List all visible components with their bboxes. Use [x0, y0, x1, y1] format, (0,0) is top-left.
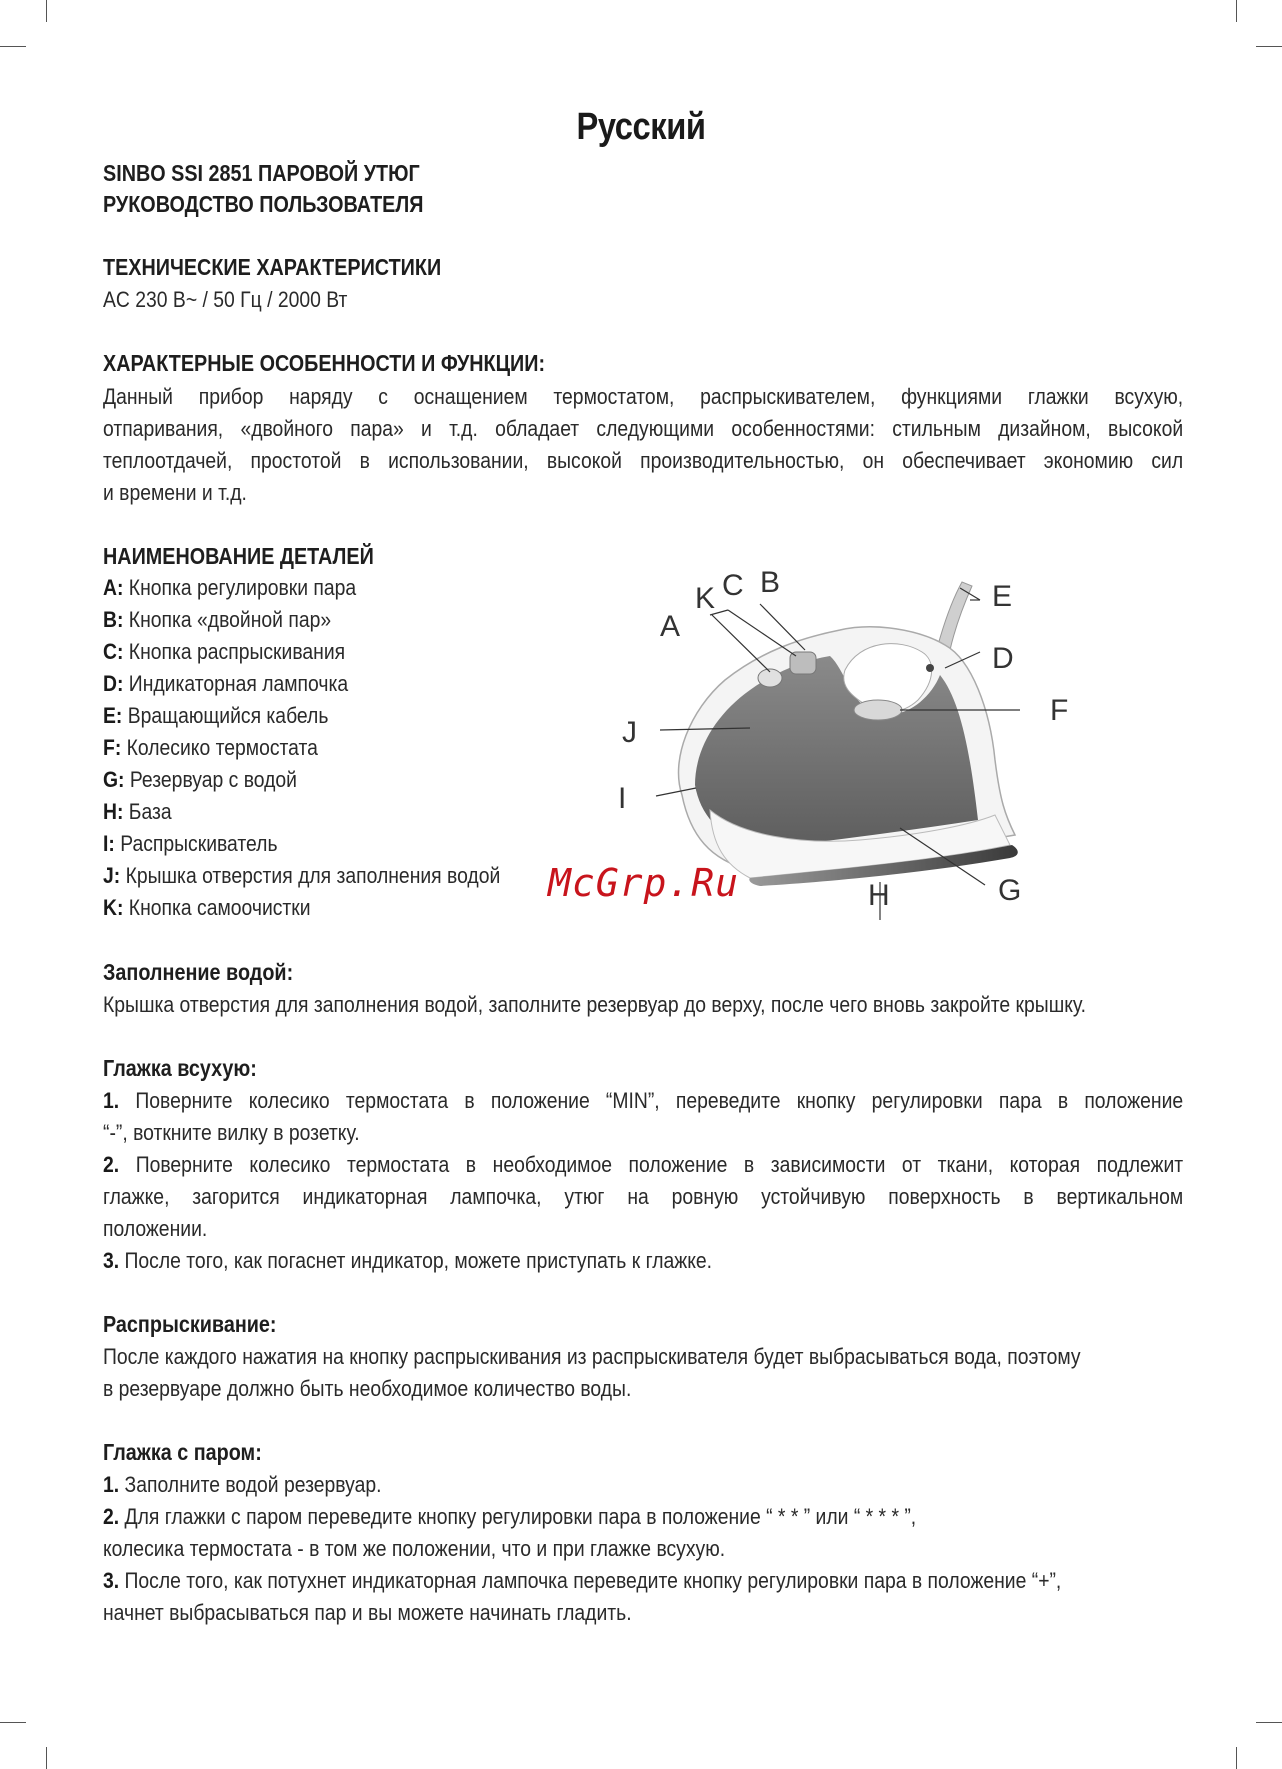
indicator-lamp	[926, 664, 934, 672]
step-number: 3.	[103, 1248, 120, 1273]
spray-line: в резервуаре должно быть необходимое количество воды.	[103, 1376, 632, 1401]
crop-mark	[1236, 1747, 1237, 1769]
fill-text: Крышка отверстия для заполнения водой, заполните резервуар до верху, после чего вновь закройте крышку.	[103, 992, 1087, 1017]
part-item-d	[103, 671, 348, 697]
label-e: E	[992, 580, 1013, 613]
part-label: Распрыскиватель	[114, 831, 278, 856]
steam-step-3-cont: начнет выбрасываться пар и вы можете начинать гладить.	[103, 1600, 632, 1625]
features-heading: ХАРАКТЕРНЫЕ ОСОБЕННОСТИ И ФУНКЦИИ:	[103, 350, 546, 376]
steam-step-2-cont: колесика термостата - в том же положении, что и при глажке всухую.	[103, 1536, 726, 1561]
features-line: теплоотдачей, простотой в использовании, высокой производительностью, он обеспечивает экономию сил	[103, 448, 1184, 473]
label-c: C	[722, 569, 744, 602]
part-item-k	[103, 895, 311, 921]
crop-mark	[1236, 0, 1237, 22]
step-number: 3.	[103, 1568, 120, 1593]
dry-step-3	[103, 1248, 712, 1274]
part-key: H:	[103, 799, 124, 824]
part-label: Вращающийся кабель	[122, 703, 329, 728]
part-label: Крышка отверстия для заполнения водой	[120, 863, 501, 888]
part-item-a	[103, 575, 356, 601]
part-label: Индикаторная лампочка	[123, 671, 349, 696]
label-j: J	[622, 716, 637, 749]
label-a: A	[660, 610, 681, 643]
crop-mark	[1256, 46, 1282, 47]
label-g: G	[998, 874, 1022, 907]
part-key: G:	[103, 767, 125, 792]
label-h: H	[868, 879, 890, 912]
product-title-line-1: SINBO SSI 2851 ПАРОВОЙ УТЮГ	[103, 160, 420, 186]
thermostat-dial	[854, 700, 902, 720]
crop-mark	[46, 1747, 47, 1769]
part-label: База	[123, 799, 172, 824]
part-item-c	[103, 639, 345, 665]
step-text: После того, как потухнет индикаторная лампочка переведите кнопку регулировки пара в положение “+”,	[119, 1568, 1062, 1593]
part-label: Кнопка распрыскивания	[123, 639, 346, 664]
label-k: K	[695, 582, 716, 615]
part-label: Кнопка регулировки пара	[123, 575, 357, 600]
steam-heading: Глажка с паром:	[103, 1439, 262, 1465]
part-item-b	[103, 607, 331, 633]
features-line: и времени и т.д.	[103, 480, 247, 505]
part-item-e	[103, 703, 328, 729]
part-label: Колесико термостата	[121, 735, 318, 760]
part-label: Резервуар с водой	[124, 767, 297, 792]
dry-step-2-end: положении.	[103, 1216, 208, 1241]
part-key: B:	[103, 607, 124, 632]
part-key: A:	[103, 575, 124, 600]
specs-heading: ТЕХНИЧЕСКИЕ ХАРАКТЕРИСТИКИ	[103, 254, 442, 280]
part-key: F:	[103, 735, 122, 760]
spray-heading: Распрыскивание:	[103, 1311, 277, 1337]
part-item-h	[103, 799, 172, 825]
steam-step-2	[103, 1504, 916, 1530]
label-b: B	[760, 566, 781, 599]
watermark: McGrp.Ru	[548, 861, 740, 905]
part-key: C:	[103, 639, 124, 664]
dry-step-2-cont: глажке, загорится индикаторная лампочка, утюг на ровную устойчивую поверхность в вертикальном	[103, 1184, 1184, 1209]
dry-step-1-cont: “-”, воткните вилку в розетку.	[103, 1120, 360, 1145]
step-number: 1.	[103, 1472, 120, 1497]
part-key: I:	[103, 831, 115, 856]
parts-heading: НАИМЕНОВАНИЕ ДЕТАЛЕЙ	[103, 543, 374, 569]
label-d: D	[992, 642, 1014, 675]
crop-mark	[0, 1722, 26, 1723]
steam-step-3	[103, 1568, 1061, 1594]
label-i: I	[618, 782, 627, 815]
features-line: Данный прибор наряду с оснащением термостатом, распрыскивателем, функциями глажки всухую,	[103, 384, 1184, 409]
step-text: Заполните водой резервуар.	[119, 1472, 382, 1497]
crop-mark	[46, 0, 47, 22]
dry-heading: Глажка всухую:	[103, 1055, 257, 1081]
product-title-line-2: РУКОВОДСТВО ПОЛЬЗОВАТЕЛЯ	[103, 191, 424, 217]
part-key: D:	[103, 671, 124, 696]
part-label: Кнопка «двойной пар»	[123, 607, 332, 632]
part-key: K:	[103, 895, 124, 920]
part-item-j	[103, 863, 500, 889]
step-text: После того, как погаснет индикатор, можете приступать к глажке.	[119, 1248, 713, 1273]
part-label: Кнопка самоочистки	[123, 895, 311, 920]
steam-step-1	[103, 1472, 381, 1498]
step-number: 1.	[103, 1088, 120, 1113]
page-title: Русский	[576, 106, 706, 148]
part-item-i	[103, 831, 278, 857]
specs-value: AC 230 В~ / 50 Гц / 2000 Вт	[103, 287, 348, 312]
crop-mark	[0, 46, 26, 47]
label-f: F	[1050, 694, 1069, 727]
step-text: Поверните колесико термостата в необходимое положение в зависимости от ткани, которая подлежит	[119, 1152, 1184, 1177]
part-item-f	[103, 735, 318, 761]
part-key: J:	[103, 863, 121, 888]
dry-step-1	[103, 1088, 1183, 1114]
part-key: E:	[103, 703, 123, 728]
features-line: отпаривания, «двойного пара» и т.д. обладает следующими особенностями: стильным дизайном, высокой	[103, 416, 1184, 441]
spray-line: После каждого нажатия на кнопку распрыскивания из распрыскивателя будет выбрасываться вода, поэтому	[103, 1344, 1081, 1369]
step-text: Для глажки с паром переведите кнопку регулировки пара в положение “ * * ” или “ * * * ”,	[119, 1504, 917, 1529]
part-item-g	[103, 767, 297, 793]
step-text: Поверните колесико термостата в положение “MIN”, переведите кнопку регулировки пара в положение	[119, 1088, 1184, 1113]
step-number: 2.	[103, 1152, 120, 1177]
dry-step-2	[103, 1152, 1183, 1178]
crop-mark	[1256, 1722, 1282, 1723]
step-number: 2.	[103, 1504, 120, 1529]
fill-heading: Заполнение водой:	[103, 959, 294, 985]
